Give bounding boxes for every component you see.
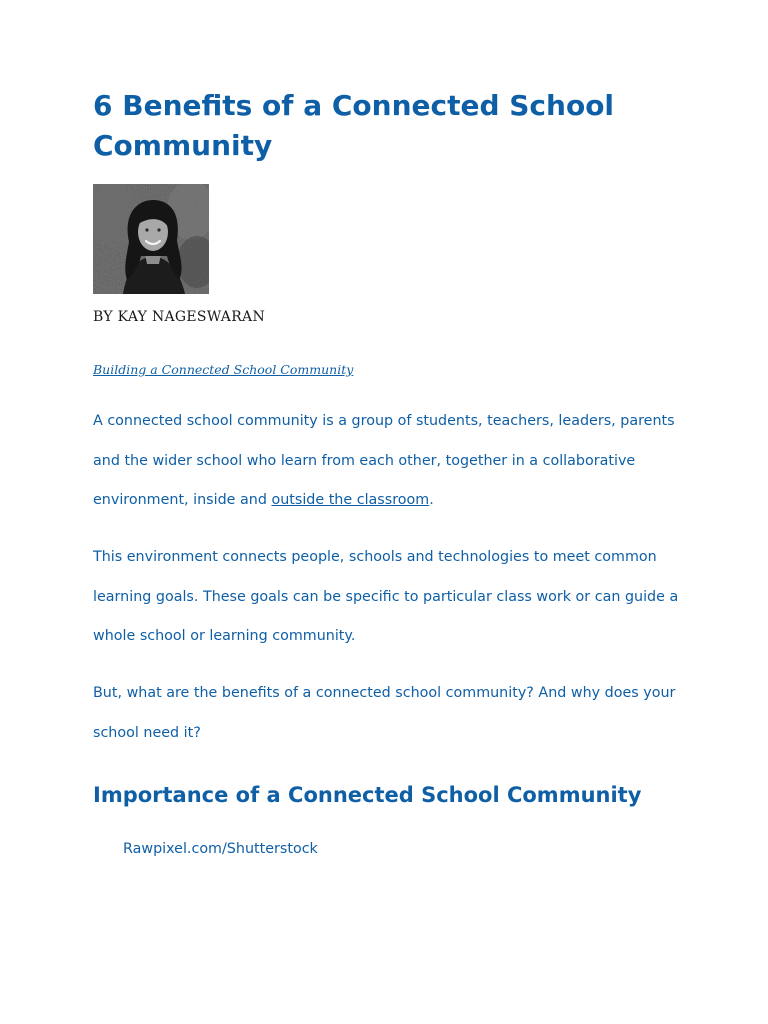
author-byline: BY KAY NAGESWARAN (93, 309, 266, 325)
question-paragraph: But, what are the benefits of a connected school community? And why does your school need it? (93, 685, 676, 741)
image-credit: Rawpixel.com/Shutterstock (123, 841, 318, 857)
intro-paragraph (93, 402, 693, 521)
article-title: 6 Benefits of a Connected School Community (93, 89, 615, 162)
author-photo (93, 184, 209, 294)
intro-paragraph-text: A connected school community is a group of students, teachers, leaders, parents and the wider school who learn from each other, together in a collaborative environment, inside and (93, 413, 675, 509)
intro-paragraph-end: . (429, 492, 434, 509)
outside-classroom-link[interactable]: outside the classroom (271, 492, 430, 509)
section-heading: Importance of a Connected School Community (93, 783, 642, 807)
category-link[interactable]: Building a Connected School Community (93, 362, 354, 377)
environment-paragraph: This environment connects people, schools and technologies to meet common learning goals. These goals can be specific to particular class work or can guide a whole school or learning community. (93, 549, 679, 645)
